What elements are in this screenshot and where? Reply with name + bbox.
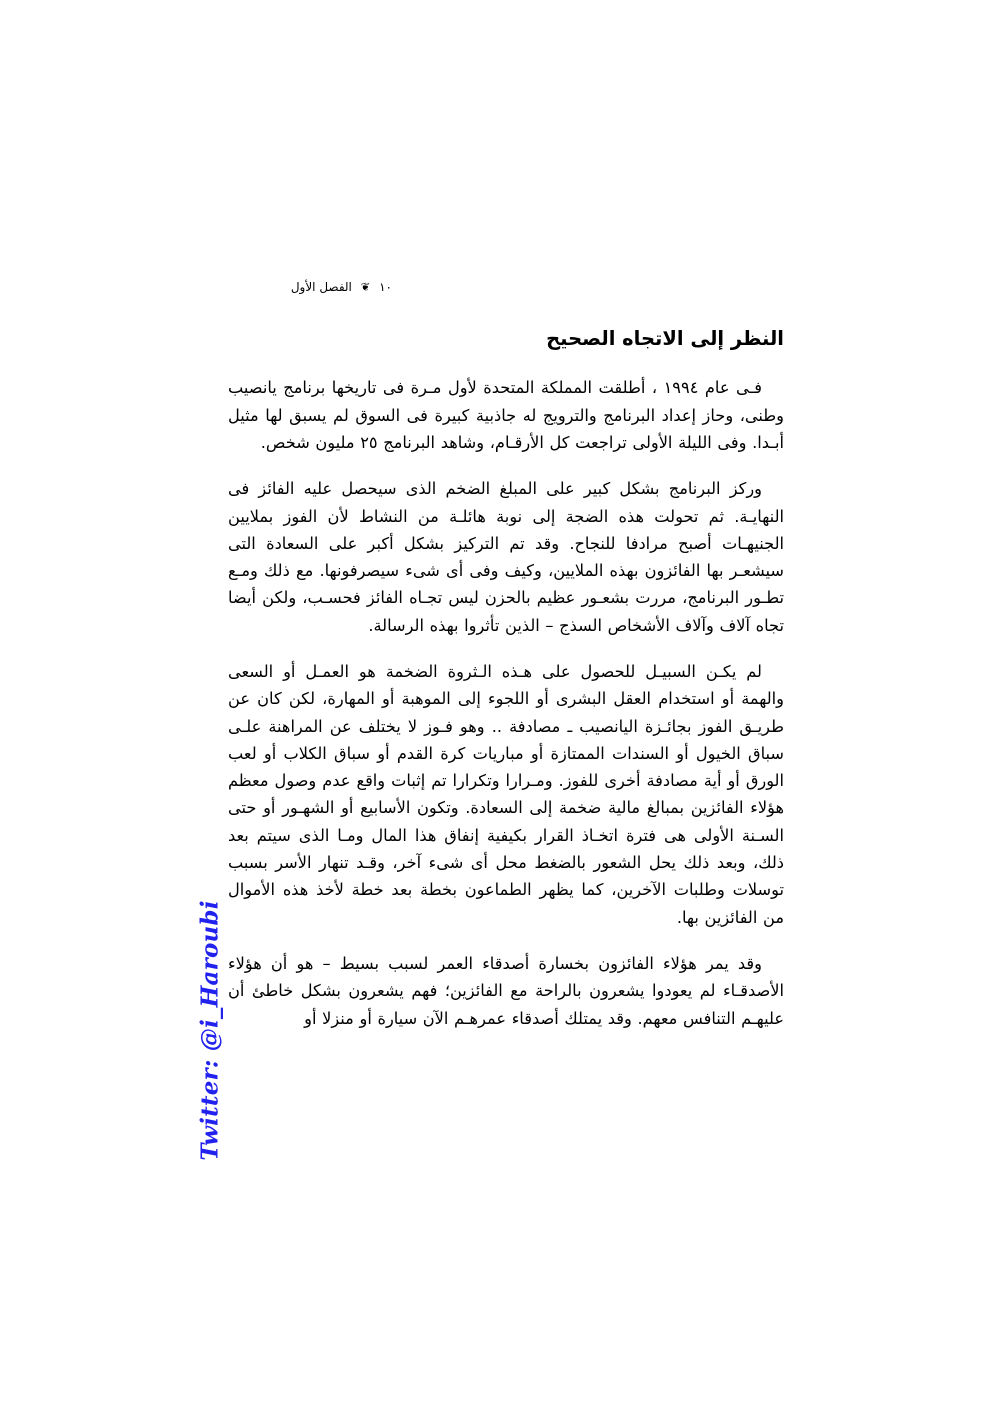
body-paragraph: لم يكـن السبيـل للحصول على هـذه الـثروة الضخمة هو العمـل أو السعى والهمة أو استخدام العقل البشرى أو اللجوء إلى الموهبة أو المهارة، لكن كان عن طريـق الفوز بجائـزة اليانصيب ـ مصادفة .. وهو فـوز لا يختلف عن المراهنة علـى سباق الخيول أو السندات الممتازة أو مباريات كرة القدم أو سباق الكلاب أو لعب الورق أو أية مصادفة أخرى للفوز. ومـرارا وتكرارا تم إثبات واقع عدم وصول معظم هؤلاء الفائزين بمبالغ مالية ضخمة إلى السعادة. وتكون الأسابيع أو الشهـور أو حتى السـنة الأولى هى فترة اتخـاذ القرار بكيفية إنفاق هذا المال ومـا الذى سيتم بعد ذلك، وبعد ذلك يحل الشعور بالضغط محل أى شىء آخر، وقـد تنهار الأسر بسبب توسلات وطلبات الآخرين، كما يظهر الطماعون بخطة بعد خطة لأخذ هذه الأموال من الفائزين بها. bbox=[228, 661, 784, 927]
body-paragraph: وركز البرنامج بشكل كبير على المبلغ الضخم الذى سيحصل عليه الفائز فى النهايـة. ثم تحولت هذه الضجة إلى نوبة هائلـة من النشاط لأن الفوز بملايين الجنيهـات أصبح مرادفا للنجاح. وقد تم التركيز بشكل أكبر على السعادة التى سيشعـر بها الفائزون بهذه الملايين، وكيف وفى أى شىء سيصرفونها. مع ذلك ومـع تطـور البرنامج، مررت بشعـور عظيم بالحزن ليس تجـاه الفائز فحسـب، ولكن أيضا تجاه آلاف وآلاف الأشخاص السذج – الذين تأثروا بهذه الرسالة. bbox=[228, 479, 784, 635]
running-head bbox=[228, 278, 784, 296]
page-number: ١٠ bbox=[379, 279, 392, 294]
body-paragraph: وقد يمر هؤلاء الفائزون بخسارة أصدقاء العمر لسبب بسيط – هو أن هؤلاء الأصدقـاء لم يعودوا يشعرون بالراحة مع الفائزين؛ فهم يشعرون بشكل خاطئ أن عليهـم التنافس معهم. وقد يمتلك أصدقاء عمرهـم الآن سيارة أو منزلا أو bbox=[228, 953, 784, 1028]
page-title: النظر إلى الاتجاه الصحيح bbox=[546, 327, 784, 350]
body-paragraph: فـى عام ١٩٩٤ ، أطلقت المملكة المتحدة لأول مـرة فى تاريخها برنامج يانصيب وطنى، وحاز إعداد البرنامج والترويج له جاذبية كبيرة فى السوق لم يسبق لها مثيل أبـدا. وفى الليلة الأولى تراجعت كل الأرقـام، وشاهد البرنامج ٢٥ مليون شخص. bbox=[228, 378, 784, 452]
floral-ornament-icon: ❦ bbox=[360, 280, 371, 293]
chapter-label: الفصل الأول bbox=[290, 279, 352, 294]
watermark-text: Twitter: @i_Haroubi bbox=[196, 899, 224, 1161]
text-column bbox=[228, 278, 784, 1032]
